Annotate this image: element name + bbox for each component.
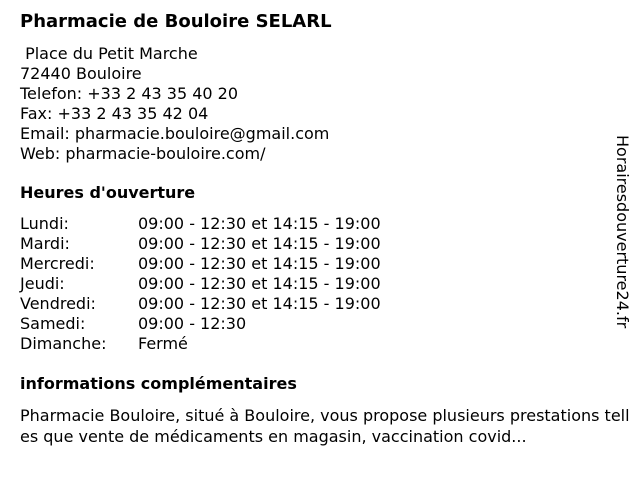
hours-row [20, 254, 381, 274]
address-street: Place du Petit Marche [20, 44, 198, 63]
hours-row [20, 294, 381, 314]
hours-time: 09:00 - 12:30 et 14:15 - 19:00 [138, 214, 381, 233]
hours-day: Dimanche: [20, 334, 107, 353]
hours-day: Mardi: [20, 234, 70, 253]
opening-hours-table [20, 214, 381, 354]
hours-time: 09:00 - 12:30 et 14:15 - 19:00 [138, 294, 381, 313]
hours-row [20, 234, 381, 254]
website-address: Web: pharmacie-bouloire.com/ [20, 144, 266, 163]
hours-time: Fermé [138, 334, 188, 353]
info-heading: informations complémentaires [20, 374, 297, 393]
hours-time: 09:00 - 12:30 et 14:15 - 19:00 [138, 254, 381, 273]
hours-time: 09:00 - 12:30 et 14:15 - 19:00 [138, 234, 381, 253]
hours-row [20, 214, 381, 234]
pharmacy-description: Pharmacie Bouloire, situé à Bouloire, vous propose plusieurs prestations telles que vente de médicaments en magasin, vaccination covid... [20, 406, 630, 446]
fax-number: Fax: +33 2 43 35 42 04 [20, 104, 209, 123]
hours-day: Mercredi: [20, 254, 95, 273]
address-city: 72440 Bouloire [20, 64, 142, 83]
email-address: Email: pharmacie.bouloire@gmail.com [20, 124, 330, 143]
hours-day: Vendredi: [20, 294, 96, 313]
hours-time: 09:00 - 12:30 et 14:15 - 19:00 [138, 274, 381, 293]
contact-block [20, 44, 329, 164]
hours-day: Lundi: [20, 214, 69, 233]
hours-row [20, 334, 381, 354]
hours-heading: Heures d'ouverture [20, 183, 196, 202]
hours-row [20, 274, 381, 294]
hours-time: 09:00 - 12:30 [138, 314, 247, 333]
hours-row [20, 314, 381, 334]
page-title: Pharmacie de Bouloire SELARL [20, 11, 332, 32]
site-watermark: Horairesdouverture24.fr [613, 135, 632, 329]
phone-number: Telefon: +33 2 43 35 40 20 [20, 84, 239, 103]
hours-day: Jeudi: [20, 274, 65, 293]
hours-day: Samedi: [20, 314, 86, 333]
